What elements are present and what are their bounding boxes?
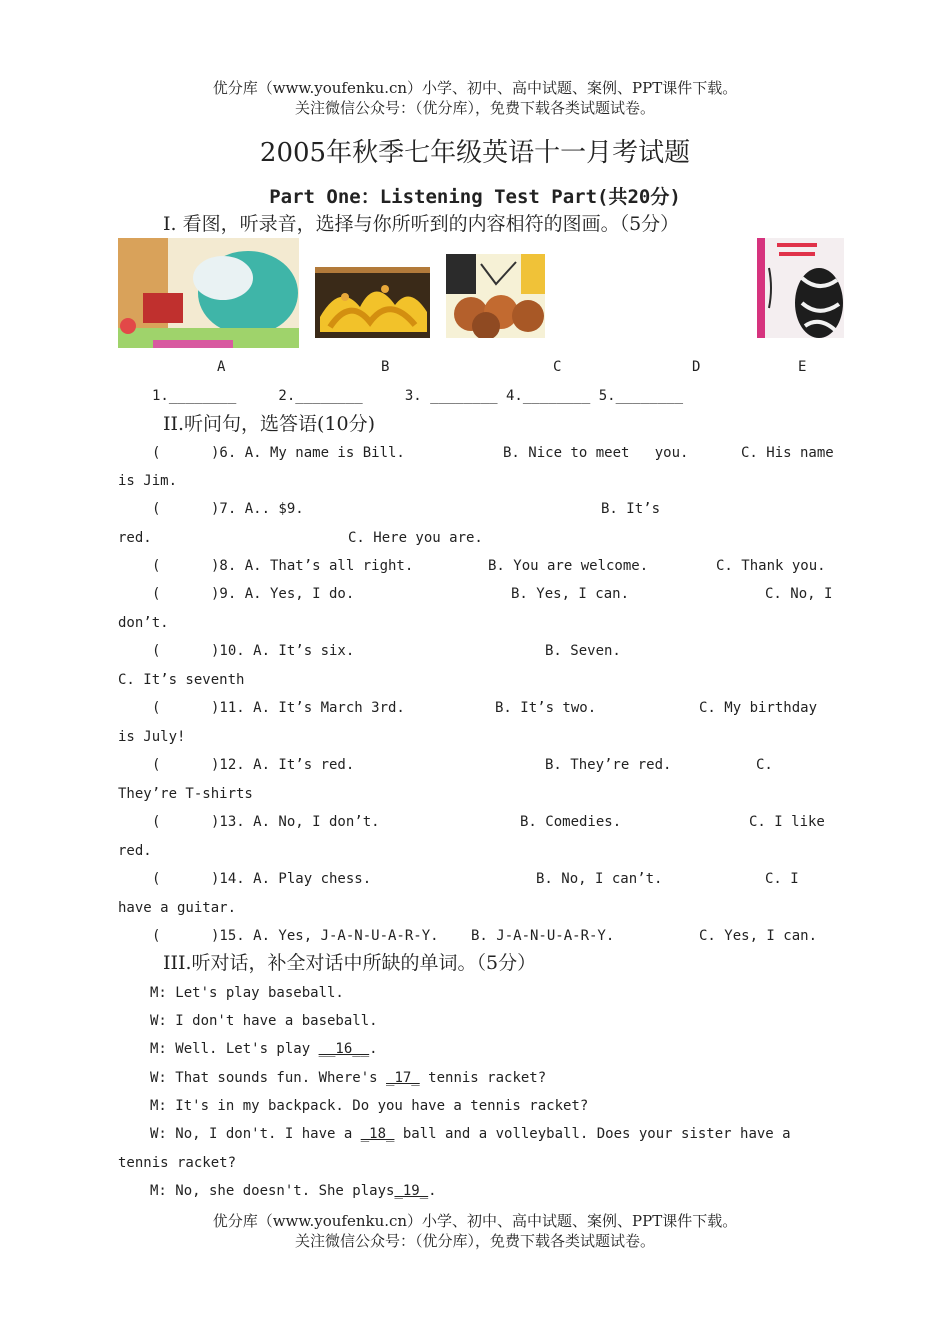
question-9-b: B. Yes, I can. bbox=[511, 586, 630, 602]
question-7-a: ( )7. A.. $9. bbox=[152, 501, 304, 517]
question-15-b: B. J-A-N-U-A-R-Y. bbox=[471, 928, 615, 944]
question-12-cont: They’re T-shirts bbox=[118, 786, 253, 802]
label-d: D bbox=[692, 359, 701, 375]
label-c: C bbox=[553, 359, 562, 375]
question-8-a: ( )8. A. That’s all right. bbox=[152, 558, 414, 574]
section-1-heading: I. 看图，听录音，选择与你所听到的内容相符的图画。（5分） bbox=[163, 213, 680, 235]
dialogue-line-7: M: No, she doesn't. She plays_19_. bbox=[150, 1183, 437, 1199]
dialogue-line-4: W: That sounds fun. Where's _17_ tennis racket? bbox=[150, 1070, 547, 1086]
picture-b bbox=[315, 267, 430, 338]
picture-a bbox=[118, 238, 299, 348]
question-13-c: C. I like bbox=[749, 814, 825, 830]
question-14-cont: have a guitar. bbox=[118, 900, 237, 916]
answer-blanks: 1.________ 2.________ 3. ________ 4.________ 5.________ bbox=[152, 388, 684, 404]
blank-18: _18_ bbox=[360, 1126, 395, 1142]
question-6-a: ( )6. A. My name is Bill. bbox=[152, 445, 405, 461]
question-8-c: C. Thank you. bbox=[716, 558, 826, 574]
question-7-c: C. Here you are. bbox=[348, 530, 483, 546]
question-6-b: B. Nice to meet you. bbox=[503, 445, 689, 461]
question-12-b: B. They’re red. bbox=[545, 757, 672, 773]
question-13-b: B. Comedies. bbox=[520, 814, 622, 830]
label-b: B bbox=[381, 359, 390, 375]
dialogue-line-6-cont: tennis racket? bbox=[118, 1155, 237, 1171]
blank-17: _17_ bbox=[386, 1070, 420, 1086]
blank-19: _19_ bbox=[394, 1183, 429, 1199]
question-12-c: C. bbox=[756, 757, 773, 773]
dialogue-line-2: W: I don't have a baseball. bbox=[150, 1013, 378, 1029]
question-9-c: C. No, I bbox=[765, 586, 833, 602]
question-12-a: ( )12. A. It’s red. bbox=[152, 757, 355, 773]
question-15-a: ( )15. A. Yes, J-A-N-U-A-R-Y. bbox=[152, 928, 439, 944]
question-11-c: C. My birthday bbox=[699, 700, 818, 716]
label-a: A bbox=[217, 359, 226, 375]
dialogue-line-1: M: Let's play baseball. bbox=[150, 985, 344, 1001]
label-e: E bbox=[798, 359, 807, 375]
exam-title: 2005年秋季七年级英语十一月考试题 bbox=[259, 138, 691, 168]
question-7-b: B. It’s bbox=[601, 501, 661, 517]
question-13-a: ( )13. A. No, I don’t. bbox=[152, 814, 380, 830]
question-14-c: C. I bbox=[765, 871, 799, 887]
question-6-c: C. His name bbox=[741, 445, 834, 461]
question-11-a: ( )11. A. It’s March 3rd. bbox=[152, 700, 405, 716]
part-heading: Part One：Listening Test Part(共20分) bbox=[269, 186, 681, 208]
section-2-heading: II.听问句，选答语(10分) bbox=[163, 413, 376, 435]
dialogue-line-3: M: Well. Let's play __16__. bbox=[150, 1041, 378, 1057]
section-3-heading: III.听对话，补全对话中所缺的单词。（5分） bbox=[163, 952, 537, 974]
question-14-b: B. No, I can’t. bbox=[536, 871, 663, 887]
header-line-2: 关注微信公众号：（优分库），免费下载各类试题试卷。 bbox=[294, 99, 655, 117]
footer-line-2: 关注微信公众号：（优分库），免费下载各类试题试卷。 bbox=[294, 1232, 655, 1250]
question-9-a: ( )9. A. Yes, I do. bbox=[152, 586, 355, 602]
footer-line-1: 优分库（www.youfenku.cn）小学、初中、高中试题、案例、PPT课件下载。 bbox=[212, 1212, 738, 1230]
question-11-b: B. It’s two. bbox=[495, 700, 597, 716]
blank-16: __16__ bbox=[318, 1041, 370, 1057]
question-8-b: B. You are welcome. bbox=[488, 558, 649, 574]
dialogue-line-6: W: No, I don't. I have a _18_ ball and a volleyball. Does your sister have a bbox=[150, 1126, 791, 1142]
dialogue-line-5: M: It's in my backpack. Do you have a tennis racket? bbox=[150, 1098, 589, 1114]
question-10-cont: C. It’s seventh bbox=[118, 672, 245, 688]
question-11-cont: is July! bbox=[118, 729, 186, 745]
question-10-b: B. Seven. bbox=[545, 643, 621, 659]
question-7-cont: red. bbox=[118, 530, 152, 546]
question-10-a: ( )10. A. It’s six. bbox=[152, 643, 355, 659]
header-line-1: 优分库（www.youfenku.cn）小学、初中、高中试题、案例、PPT课件下载。 bbox=[212, 79, 738, 97]
question-9-cont: don’t. bbox=[118, 615, 169, 631]
picture-c bbox=[446, 254, 545, 338]
question-6-cont: is Jim. bbox=[118, 473, 178, 489]
picture-e bbox=[757, 238, 844, 338]
question-13-cont: red. bbox=[118, 843, 152, 859]
question-15-c: C. Yes, I can. bbox=[699, 928, 818, 944]
question-14-a: ( )14. A. Play chess. bbox=[152, 871, 372, 887]
